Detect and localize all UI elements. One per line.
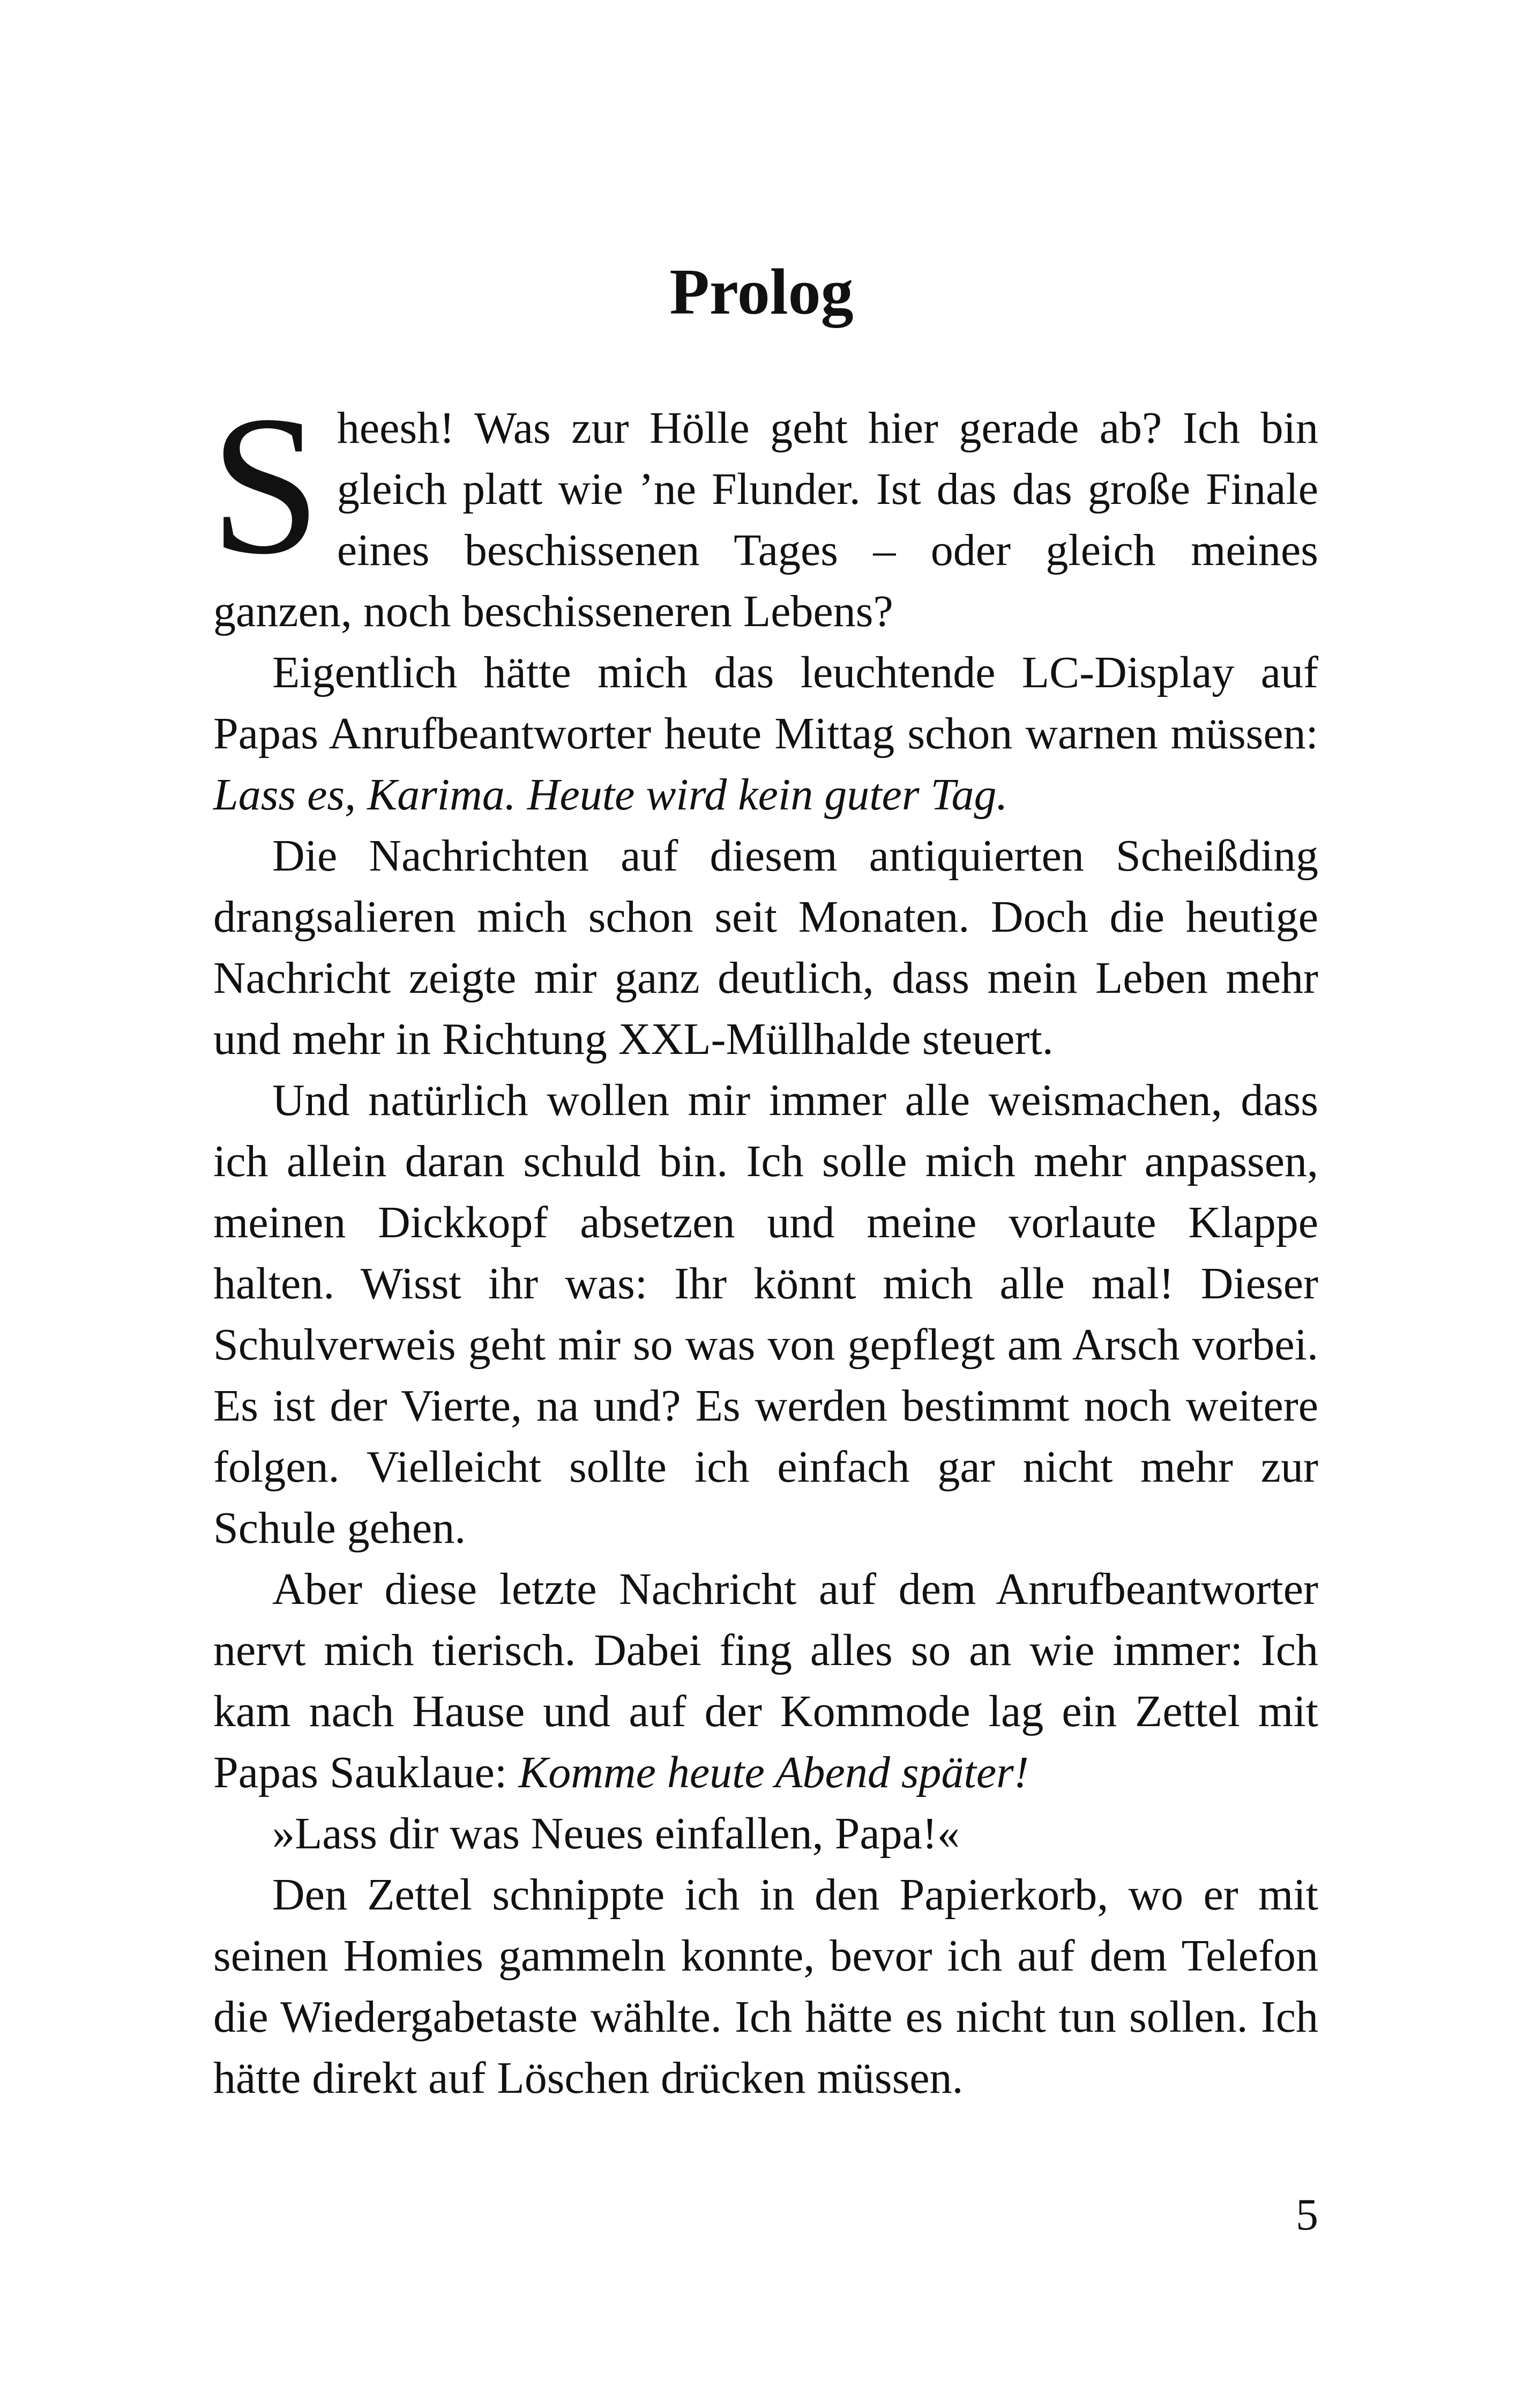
paragraph-2 xyxy=(213,642,1318,826)
paragraph-2-text: Eigentlich hätte mich das leuchtende LC-Display auf Papas Anrufbeantworter heute Mittag schon warnen müssen: xyxy=(213,648,1318,759)
paragraph-5 xyxy=(213,1559,1318,1803)
chapter-title: Prolog xyxy=(669,256,854,328)
paragraph-1-text: heesh! Was zur Hölle geht hier gerade ab? Ich bin gleich platt wie ’ne Flunder. Ist das das große Finale eines beschissenen Tages – oder gleich meines ganzen, noch beschisseneren Lebens? xyxy=(213,403,1318,636)
drop-cap: S xyxy=(210,375,321,596)
page-number: 5 xyxy=(1296,2190,1318,2240)
body-text xyxy=(210,375,1318,2109)
paragraph-6: »Lass dir was Neues einfallen, Papa!« xyxy=(272,1809,960,1859)
paragraph-5-italic: Komme heute Abend später! xyxy=(518,1748,1029,1797)
paragraph-4: Und natürlich wollen mir immer alle weismachen, dass ich allein daran schuld bin. Ich solle mich mehr anpassen, meinen Dickkopf absetzen und meine vorlaute Klappe halten. Wisst ihr was: Ihr könnt mich alle mal! Dieser Schulverweis geht mir so was von gepflegt am Arsch vorbei. Es ist der Vierte, na und? Es werden bestimmt noch weitere folgen. Vielleicht sollte ich einfach gar nicht mehr zur Schule gehen. xyxy=(213,1075,1318,1553)
paragraph-1 xyxy=(210,375,1318,642)
paragraph-2-italic: Lass es, Karima. Heute wird kein guter Tag. xyxy=(213,770,1008,820)
paragraph-7: Den Zettel schnippte ich in den Papierkorb, wo er mit seinen Homies gammeln konnte, bevor ich auf dem Telefon die Wiedergabetaste wählte. Ich hätte es nicht tun sollen. Ich hätte direkt auf Löschen drücken müssen. xyxy=(213,1870,1318,2103)
paragraph-3: Die Nachrichten auf diesem antiquierten Scheißding drangsalieren mich schon seit Monaten. Doch die heutige Nachricht zeigte mir ganz deutlich, dass mein Leben mehr und mehr in Richtung XXL-Müllhalde steuert. xyxy=(213,831,1318,1064)
paragraph-5-text: Aber diese letzte Nachricht auf dem Anrufbeantworter nervt mich tierisch. Dabei fing alles so an wie immer: Ich kam nach Hause und auf der Kommode lag ein Zettel mit Papas Sauklaue: xyxy=(213,1564,1318,1797)
